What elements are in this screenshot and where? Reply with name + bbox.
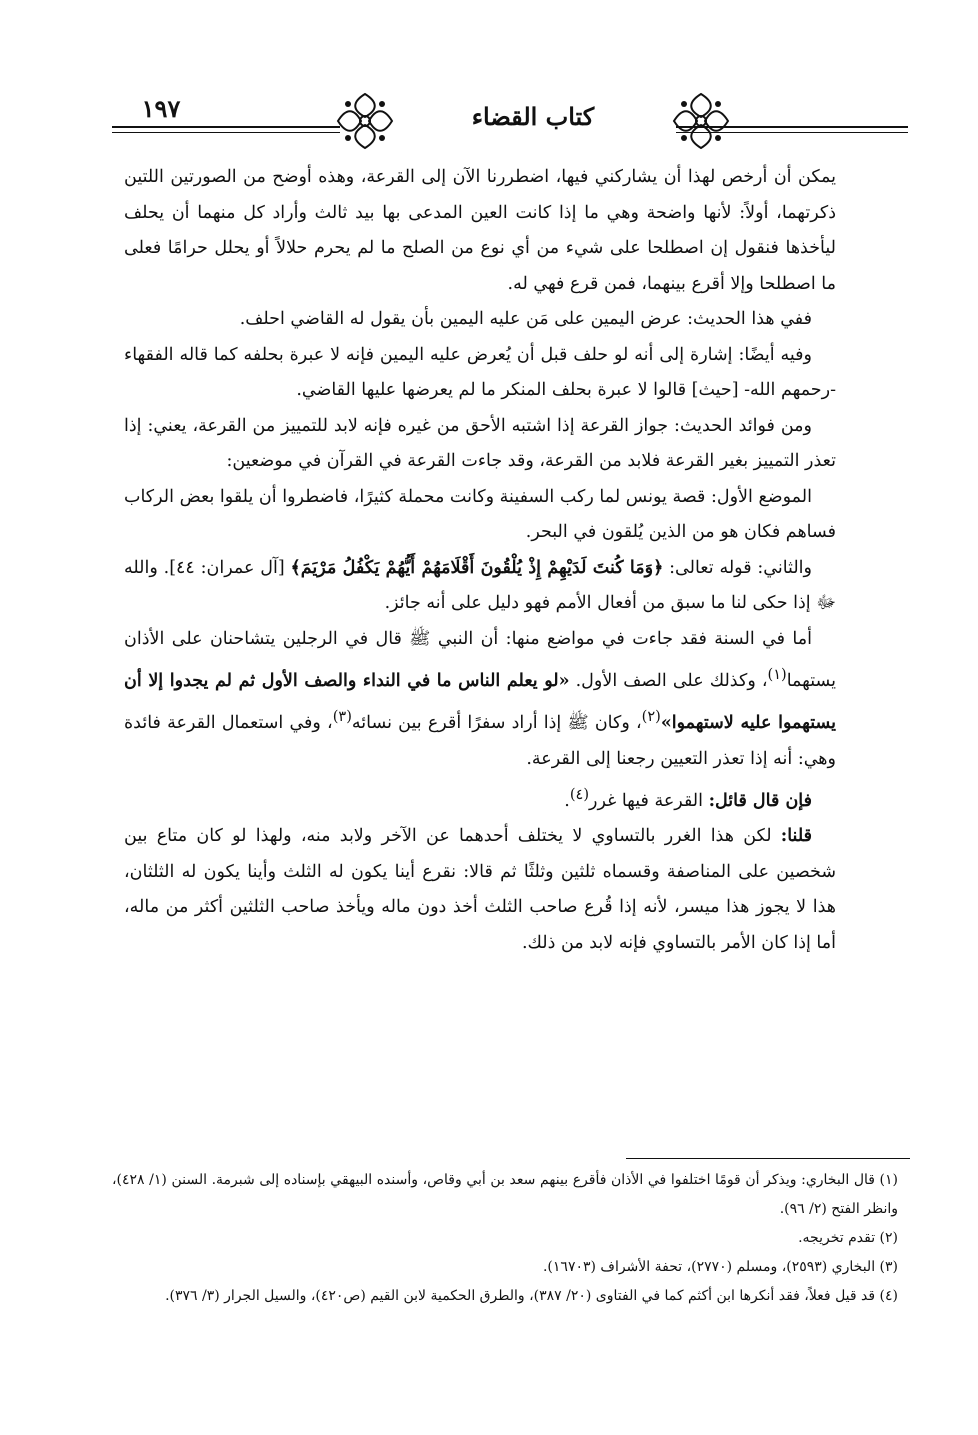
p8-end: .: [564, 790, 570, 811]
paragraph-4: ومن فوائد الحديث: جواز القرعة إذا اشتبه الأحق من غيره فإنه لابد للتمييز من القرعة، يعني: إذا تعذر التمييز بغير القرعة فلابد من القرعة، وقد جاءت القرعة في القرآن في موضعين:: [124, 415, 836, 471]
page-header: [112, 88, 908, 158]
footnote-ref-1: (١): [767, 666, 787, 683]
footnote-1: (١) قال البخاري: ويذكر أن قومًا اختلفوا في الأذان فأقرع بينهم سعد بن أبي وقاص، وأسنده البيهقي بإسناده إلى شبرمة. السنن (١/ ٤٢٨)، وانظر الفتح (٢/ ٩٦).: [112, 1172, 899, 1217]
main-text: [124, 160, 836, 961]
ornament-left-icon: [334, 90, 396, 152]
paragraph-6: [124, 551, 836, 622]
objection-text: القرعة فيها غرر: [589, 790, 709, 811]
paragraph-9: [124, 819, 836, 961]
p7-text-d: ، وفي استعمال القرعة فائدة وهي: أنه إذا تعذر التعيين رجعنا إلى القرعة.: [124, 713, 836, 769]
paragraph-8: [124, 777, 836, 819]
header-rule-left-thin: [112, 132, 340, 133]
paragraph-7: [124, 622, 836, 778]
p6-intro: والثاني: قوله تعالى:: [663, 557, 812, 578]
paragraph-1: يمكن أن أرخص لهذا أن يشاركني فيها، اضطررنا الآن إلى القرعة، وهذه أوضح من الصورتين اللتين ذكرتهما، أولاً: لأنها واضحة وهي ما إذا كانت العين المدعى بها بيد ثالث وأراد كل منهما أن يحلف ليأخذها فنقول إن اصطلحا على شيء من أي نوع من الصلح ما لم يحرم حلالاً أو يحلل حرامًا فعلى ما اصطلحا وإلا أقرع بينهما، فمن قرع فهي له.: [124, 167, 836, 294]
hadith-quote: «لو يعلم الناس ما في النداء والصف الأول ثم لم يجدوا إلا أن يستهموا عليه لاستهموا»: [124, 670, 836, 734]
footnote-ref-3: (٣): [332, 708, 352, 726]
quran-verse: ﴿وَمَا كُنتَ لَدَيْهِمْ إِذْ يُلْقُونَ أَقْلَامَهُمْ أَيُّهُمْ يَكْفُلُ مَرْيَمَ﴾: [290, 557, 664, 578]
footnote-separator: [626, 1158, 910, 1159]
paragraph-3: وفيه أيضًا: إشارة إلى أنه لو حلف قبل أن يُعرض عليه اليمين فإنه لا عبرة بحلفه كما قاله الفقهاء -رحمهم الله- [حيث] قالوا لا عبرة بحلف المنكر ما لم يعرضها عليها القاضي.: [124, 344, 836, 400]
header-rule-left: [112, 126, 340, 128]
footnote-2: (٢) تقدم تخريجه.: [798, 1230, 898, 1246]
footnote-ref-4: (٤): [569, 786, 590, 804]
p7-text-a: أما في السنة فقد جاءت في مواضع منها: أن النبي ﷺ قال في الرجلين يتشاحنان على الأذان يستهما: [124, 628, 836, 691]
p7-text-c: ، وكان ﷺ إذا أراد سفرًا أقرع بين نسائه: [351, 713, 642, 734]
footnote-4: (٤) قد قيل فعلاً، فقد أنكرها ابن أكثم كما في الفتاوى (٢٠/ ٣٨٧)، والطرق الحكمية لابن القيم (ص٤٢٠)، والسيل الجرار (٣/ ٣٧٦).: [165, 1288, 898, 1304]
p6-text: . والله ﷻ إذا حكى لنا ما سبق من أفعال الأمم فهو دليل على أنه جائز.: [124, 557, 836, 613]
ornament-right-icon: [670, 90, 732, 152]
paragraph-2: ففي هذا الحديث: عرض اليمين على مَن عليه اليمين بأن يقول له القاضي احلف.: [239, 309, 812, 329]
objection-label: فإن قال قائل:: [708, 790, 812, 811]
p7-text-b: ، وكذلك على الصف الأول.: [569, 670, 768, 691]
footnote-ref-2: (٢): [641, 708, 661, 726]
footnote-3: (٣) البخاري (٢٥٩٣)، ومسلم (٢٧٧٠)، تحفة الأشراف (١٦٧٠٣).: [542, 1259, 898, 1275]
page-number: ١٩٧: [141, 94, 181, 123]
paragraph-5: الموضع الأول: قصة يونس لما ركب السفينة وكانت محملة كثيرًا، فاضطروا أن يلقوا بعض الركاب فساهم فكان هو من الذين يُلقون في البحر.: [124, 486, 836, 542]
chapter-title: كتاب القضاء: [471, 102, 595, 131]
reply-text: لكن هذا الغرر بالتساوي لا يختلف أحدهما عن الآخر ولابد منه، ولهذا لو كان متاع بين شخصين على المناصفة وقسماه ثلثين وثلثًا ثم قالا: نقرع أينا يكون له الثلث وأينا يكون له الثلثان، هذا لا يجوز هذا ميسر، لأنه إذا قُرع صاحب الثلث أخذ دون ماله ويأخذ صاحب الثلثين أكثر من ماله، أما إذا كان الأمر بالتساوي فإنه لابد من ذلك.: [124, 826, 836, 953]
footnotes: [112, 1166, 898, 1311]
reply-label: قلنا:: [780, 826, 812, 847]
quran-reference: [آل عمران: ٤٤]: [169, 557, 291, 578]
